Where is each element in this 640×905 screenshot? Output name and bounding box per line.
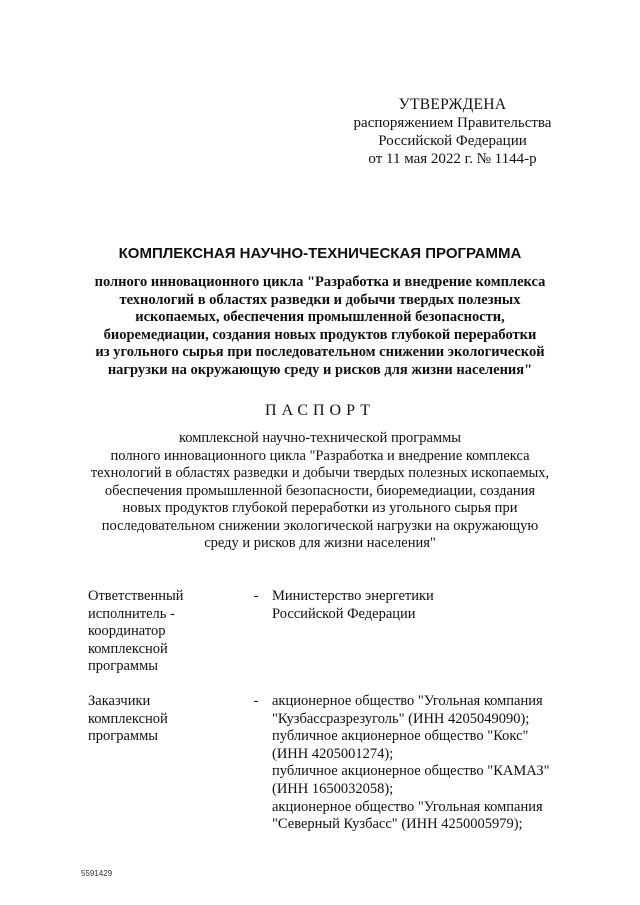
row-value [272, 588, 572, 623]
row-value [272, 693, 572, 834]
row-value-line: акционерное общество "Угольная компания [272, 798, 543, 815]
row-label-line: комплексной [88, 710, 168, 727]
approval-line: распоряжением Правительства [353, 115, 552, 131]
row-label [88, 693, 248, 746]
program-subtitle-line: биоремедиации, создания новых продуктов глубокой переработки [103, 326, 537, 343]
approval-line: Российской Федерации [378, 133, 527, 149]
passport-subtitle-line: новых продуктов глубокой переработки из угольного сырья при [122, 500, 518, 516]
row-label-line: программы [88, 728, 158, 745]
row-value-line: Министерство энергетики [272, 588, 434, 604]
row-value-line: публичное акционерное общество "Кокс" [272, 728, 529, 745]
passport-subtitle-line: технологий в областях разведки и добычи твердых полезных ископаемых, [90, 465, 550, 481]
row-value-line: "Кузбассразрезуголь" (ИНН 4205049090); [272, 710, 530, 727]
row-label-line: координатор [88, 623, 166, 640]
row-label [88, 588, 248, 676]
passport-subtitle [60, 430, 580, 553]
approval-block [340, 96, 565, 168]
passport-subtitle-line: среду и рисков для жизни населения" [204, 535, 436, 551]
program-subtitle-line: ископаемых, обеспечения промышленной безопасности, [135, 309, 505, 326]
row-value-line: публичное акционерное общество "КАМАЗ" [272, 763, 550, 780]
program-subtitle-line: полного инновационного цикла "Разработка и внедрение комплекса [94, 274, 546, 290]
passport-subtitle-line: последовательном снижении экологической нагрузки на окружающую [101, 517, 539, 534]
row-value-line: "Северный Кузбасс" (ИНН 4250005979); [272, 816, 523, 833]
program-title: КОМПЛЕКСНАЯ НАУЧНО-ТЕХНИЧЕСКАЯ ПРОГРАММА [118, 245, 522, 262]
document-number: 5591429 [81, 869, 113, 878]
program-subtitle [60, 274, 580, 380]
program-subtitle-line: из угольного сырья при последовательном снижении экологической [95, 344, 545, 361]
program-subtitle-line: нагрузки на окружающую среду и рисков для жизни населения" [107, 361, 533, 378]
row-label-line: программы [88, 658, 158, 675]
passport-heading: ПАСПОРТ [265, 402, 375, 419]
program-subtitle-line: технологий в областях разведки и добычи твердых полезных [119, 291, 521, 308]
approval-stamp-title: УТВЕРЖДЕНА [398, 96, 507, 113]
row-value-line: (ИНН 1650032058); [272, 780, 394, 797]
row-value-line: Российской Федерации [272, 605, 416, 622]
row-dash: - [253, 693, 259, 709]
row-dash: - [253, 588, 259, 604]
passport-subtitle-line: обеспечения промышленной безопасности, биоремедиации, создания [104, 482, 536, 499]
approval-date-line: от 11 мая 2022 г. № 1144-р [368, 151, 537, 167]
row-label-line: исполнитель - [88, 605, 175, 622]
row-label-line: Заказчики [88, 693, 151, 709]
passport-subtitle-line: полного инновационного цикла "Разработка и внедрение комплекса [110, 447, 530, 464]
row-label-line: комплексной [88, 640, 168, 657]
row-value-line: акционерное общество "Угольная компания [272, 693, 543, 709]
row-label-line: Ответственный [88, 588, 184, 604]
row-value-line: (ИНН 4205001274); [272, 745, 394, 762]
passport-subtitle-line: комплексной научно-технической программы [178, 430, 462, 446]
